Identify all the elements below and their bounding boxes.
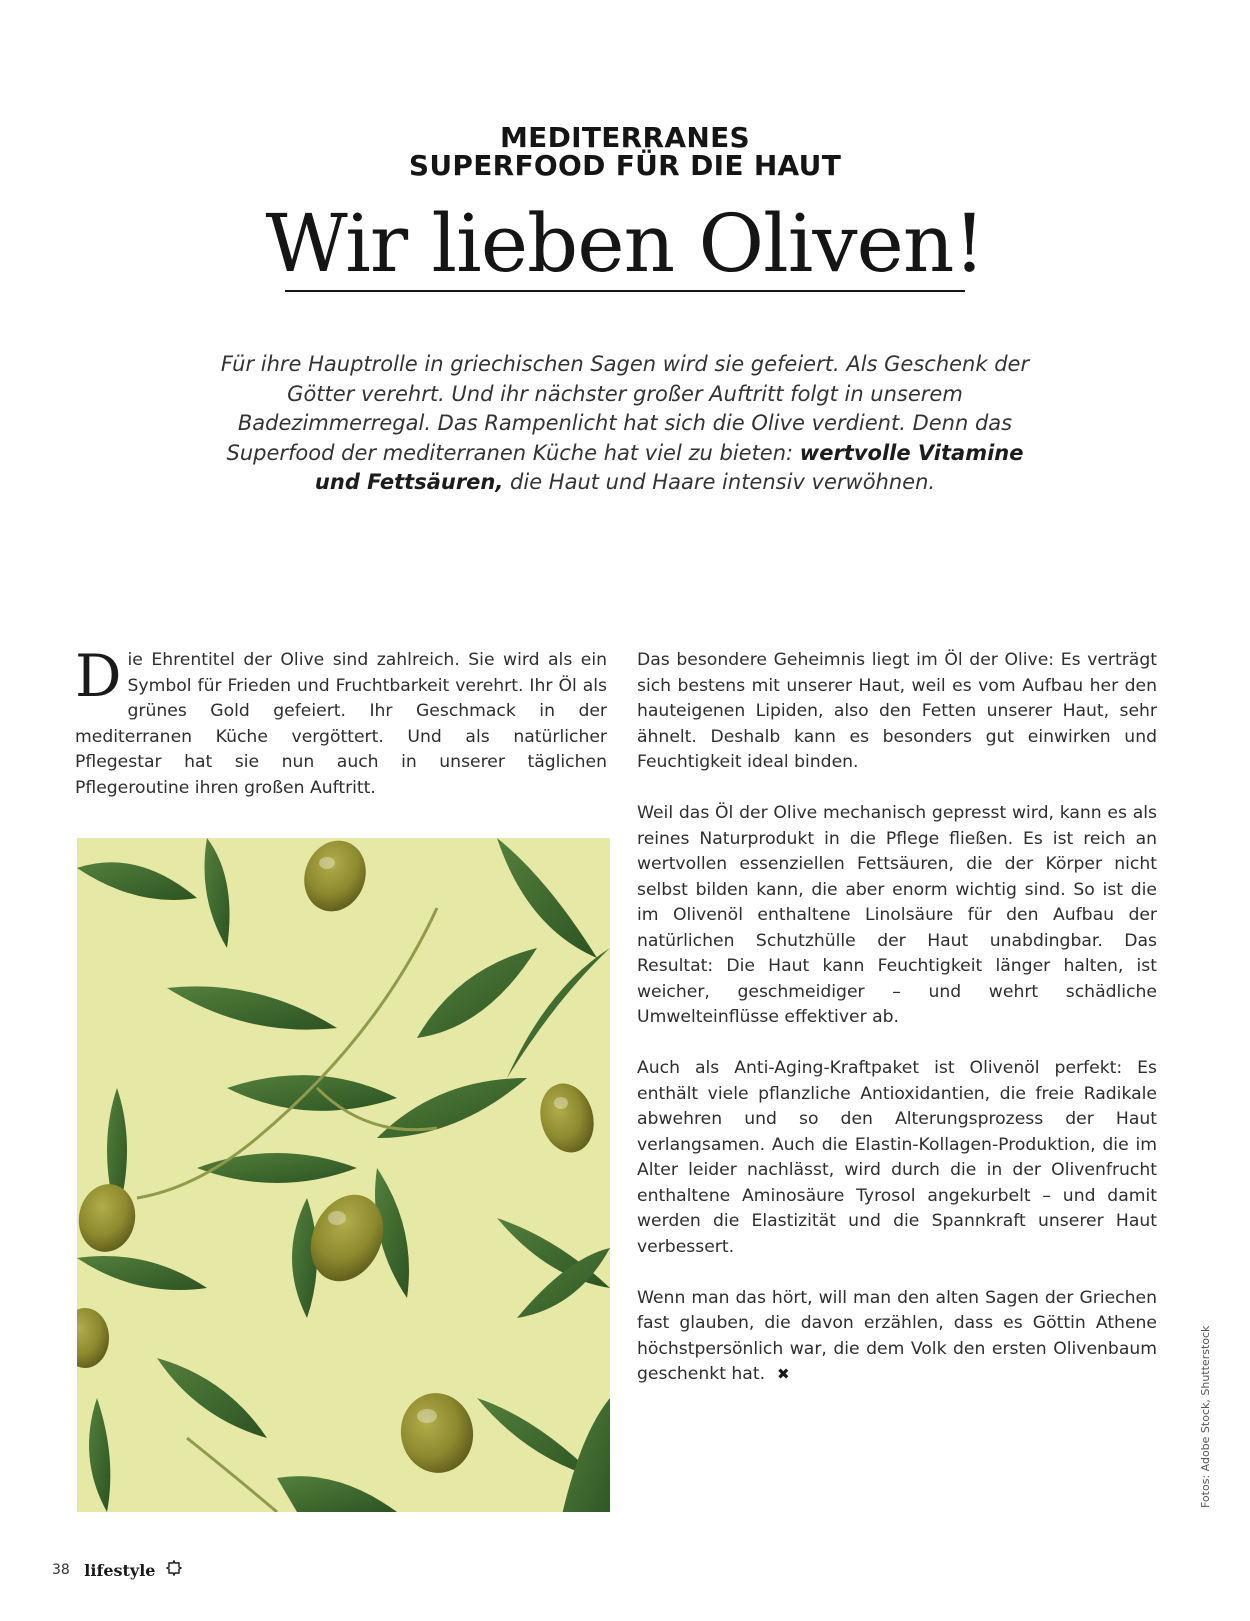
lead-paragraph (215, 350, 1035, 498)
body-paragraph-3: Auch als Anti-Aging-Kraftpaket ist Olivenöl perfekt: Es enthält viele pflanzliche Antioxidantien, die freie Radikale abwehren und so den Alterungsprozess der Haut verlangsamen. Auch die Elastin-Kollagen-Produktion, die im Alter leider nachlässt, wird durch die in der Olivenfrucht enthaltene Aminosäure Tyrosol angekurbelt – und damit werden die Elastizität und die Spannkraft unserer Haut verbessert. (637, 1058, 1157, 1257)
right-column (637, 648, 1157, 1413)
olive-photo (77, 838, 610, 1512)
dropcap: D (75, 642, 122, 710)
lead-text-end: die Haut und Haare intensiv verwöhnen. (503, 470, 936, 494)
end-mark-icon: ✖ (777, 1365, 790, 1383)
body-paragraph-4 (637, 1286, 1157, 1388)
page-footer (52, 1560, 182, 1580)
intro-text: ie Ehrentitel der Olive sind zahlreich. Sie wird als ein Symbol für Frieden und Fruchtbarkeit verehrt. Ihr Öl als grünes Gold gefeiert. Ihr Geschmack in der mediterranen Küche vergöttert. Und als natürlicher Pflegestar hat sie nun auch in unserer täglichen Pflegeroutine ihren großen Auftritt. (75, 650, 607, 798)
kicker (0, 121, 1250, 182)
title-underline (285, 290, 965, 292)
page-title: Wir lieben Oliven! (265, 197, 985, 290)
body-paragraph-2: Weil das Öl der Olive mechanisch gepresst wird, kann es als reines Naturprodukt in die Pflege fließen. Es ist reich an wertvollen essenziellen Fettsäuren, die der Körper nicht selbst bilden kann, die aber enorm wichtig sind. So ist die im Olivenöl enthaltene Linolsäure für den Aufbau der natürlichen Schutzhülle der Haut unabdingbar. Das Resultat: Die Haut kann Feuchtigkeit länger halten, ist weicher, geschmeidiger – und wehrt schädliche Umwelteinflüsse effektiver ab. (637, 803, 1157, 1027)
photo-credit: Fotos: Adobe Stock, Shutterstock (1199, 1325, 1212, 1508)
lead-text-start: Für ihre Hauptrolle in griechischen Sagen wird sie gefeiert. Als Geschenk der Götter verehrt. Und ihr nächster großer Auftritt folgt in unserem Badezimmerregal. Das Rampenlicht hat sich die Olive verdient. Denn das Superfood der mediterranen Küche hat viel zu bieten: (220, 352, 1030, 465)
kicker-line-1: MEDITERRANES (500, 121, 750, 154)
brand-square-icon (166, 1560, 182, 1580)
body-paragraph-1: Das besondere Geheimnis liegt im Öl der Olive: Es verträgt sich bestens mit unserer Haut, weil es vom Aufbau her den hauteigenen Lipiden, also den Fetten unserer Haut, sehr ähnelt. Deshalb kann es besonders gut einwirken und Feuchtigkeit ideal binden. (637, 650, 1157, 772)
page-number: 38 (52, 1562, 70, 1578)
kicker-line-2: SUPERFOOD FÜR DIE HAUT (408, 149, 842, 182)
lead-bold-text: wertvolle Vitamine und Fettsäuren, (314, 440, 1024, 494)
intro-paragraph (75, 642, 607, 801)
closing-text: Wenn man das hört, will man den alten Sagen der Griechen fast glauben, die davon erzählen, dass es Göttin Athene höchstpersönlich war, die dem Volk den ersten Olivenbaum geschenkt hat. (637, 1287, 1157, 1384)
brand-name: lifestyle (84, 1560, 156, 1580)
left-column (75, 642, 607, 827)
